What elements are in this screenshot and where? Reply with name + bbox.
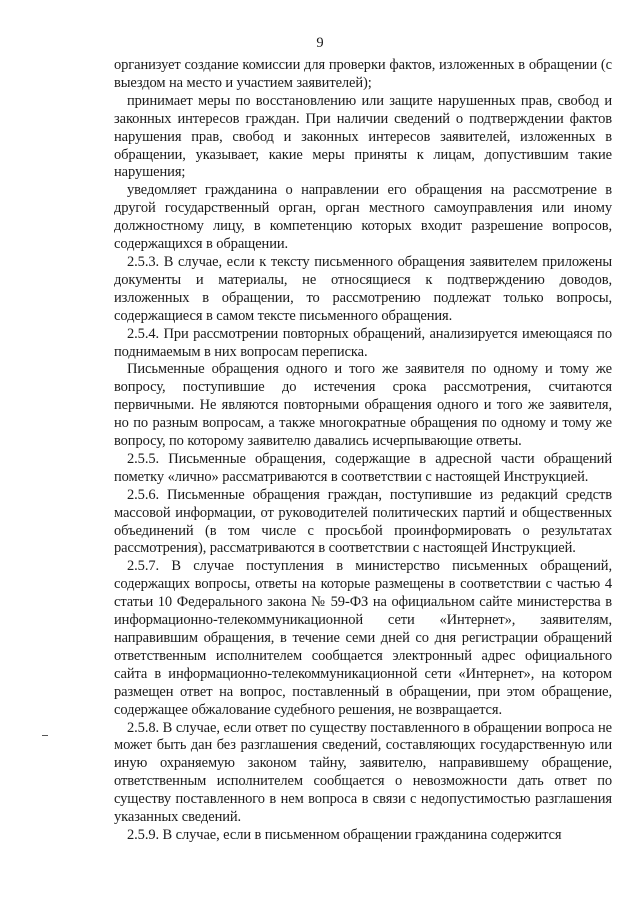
paragraph: 2.5.7. В случае поступления в министерство письменных обращений, содержащих вопросы, ответы на которые размещены в соответствии с частью 4 статьи 10 Федерального закона № 59-ФЗ на официальном сайте министерства в информационно-телекоммуникационной сети «Интернет», заявителям, направившим обращения, в течение семи дней со дня регистрации обращений ответственным исполнителем сообщается электронный адрес официального сайта в информационно-телекоммуникационной сети «Интернет», на котором размещен ответ на вопрос, поставленный в обращении, при этом обращение, содержащее обжалование судебного решения, не возвращается. — [114, 558, 612, 718]
page-number: 9 — [316, 35, 324, 51]
paragraph: уведомляет гражданина о направлении его обращения на рассмотрение в другой государственный орган, орган местного самоуправления или иному должностному лицу, в компетенцию которых входит разрешение вопросов, содержащихся в обращении. — [114, 182, 612, 253]
paragraph: принимает меры по восстановлению или защите нарушенных прав, свобод и законных интересов граждан. При наличии сведений о подтверждении фактов нарушения прав, свобод и законных интересов заявителей, изложенных в обращении, указывает, какие меры приняты к лицам, допустившим такие нарушения; — [114, 92, 612, 181]
paragraph: Письменные обращения одного и того же заявителя по одному и тому же вопросу, поступившие до истечения срока рассмотрения, считаются первичными. Не являются повторными обращения одного и того же заявителя, но по разным вопросам, а также многократные обращения по одному и тому же вопросу, по которому заявителю давались исчерпывающие ответы. — [114, 361, 612, 450]
document-body — [114, 57, 612, 845]
paragraph: 2.5.6. Письменные обращения граждан, поступившие из редакций средств массовой информации, от руководителей политических партий и общественных объединений (в том числе с просьбой проинформировать о результатах рассмотрения), рассматриваются в соответствии с настоящей Инструкцией. — [114, 486, 612, 557]
paragraph: организует создание комиссии для проверки фактов, изложенных в обращении (с выездом на место и участием заявителей); — [114, 57, 612, 91]
paragraph: 2.5.4. При рассмотрении повторных обращений, анализируется имеющаяся по поднимаемым в них вопросам переписка. — [114, 325, 612, 360]
margin-mark — [42, 735, 48, 736]
paragraph: 2.5.5. Письменные обращения, содержащие в адресной части обращений пометку «лично» рассматриваются в соответствии с настоящей Инструкцией. — [114, 450, 612, 485]
paragraph: 2.5.8. В случае, если ответ по существу поставленного в обращении вопроса не может быть дан без разглашения сведений, составляющих государственную или иную охраняемую законом тайну, заявителю, направившему обращение, ответственным исполнителем сообщается о невозможности дать ответ по существу поставленного в нем вопроса в связи с недопустимостью разглашения указанных сведений. — [114, 719, 612, 826]
paragraph: 2.5.9. В случае, если в письменном обращении гражданина содержится — [127, 826, 562, 843]
paragraph: 2.5.3. В случае, если к тексту письменного обращения заявителем приложены документы и материалы, не относящиеся к подтверждению доводов, изложенных в обращении, то рассмотрению подлежат только вопросы, содержащиеся в самом тексте письменного обращения. — [114, 253, 612, 324]
